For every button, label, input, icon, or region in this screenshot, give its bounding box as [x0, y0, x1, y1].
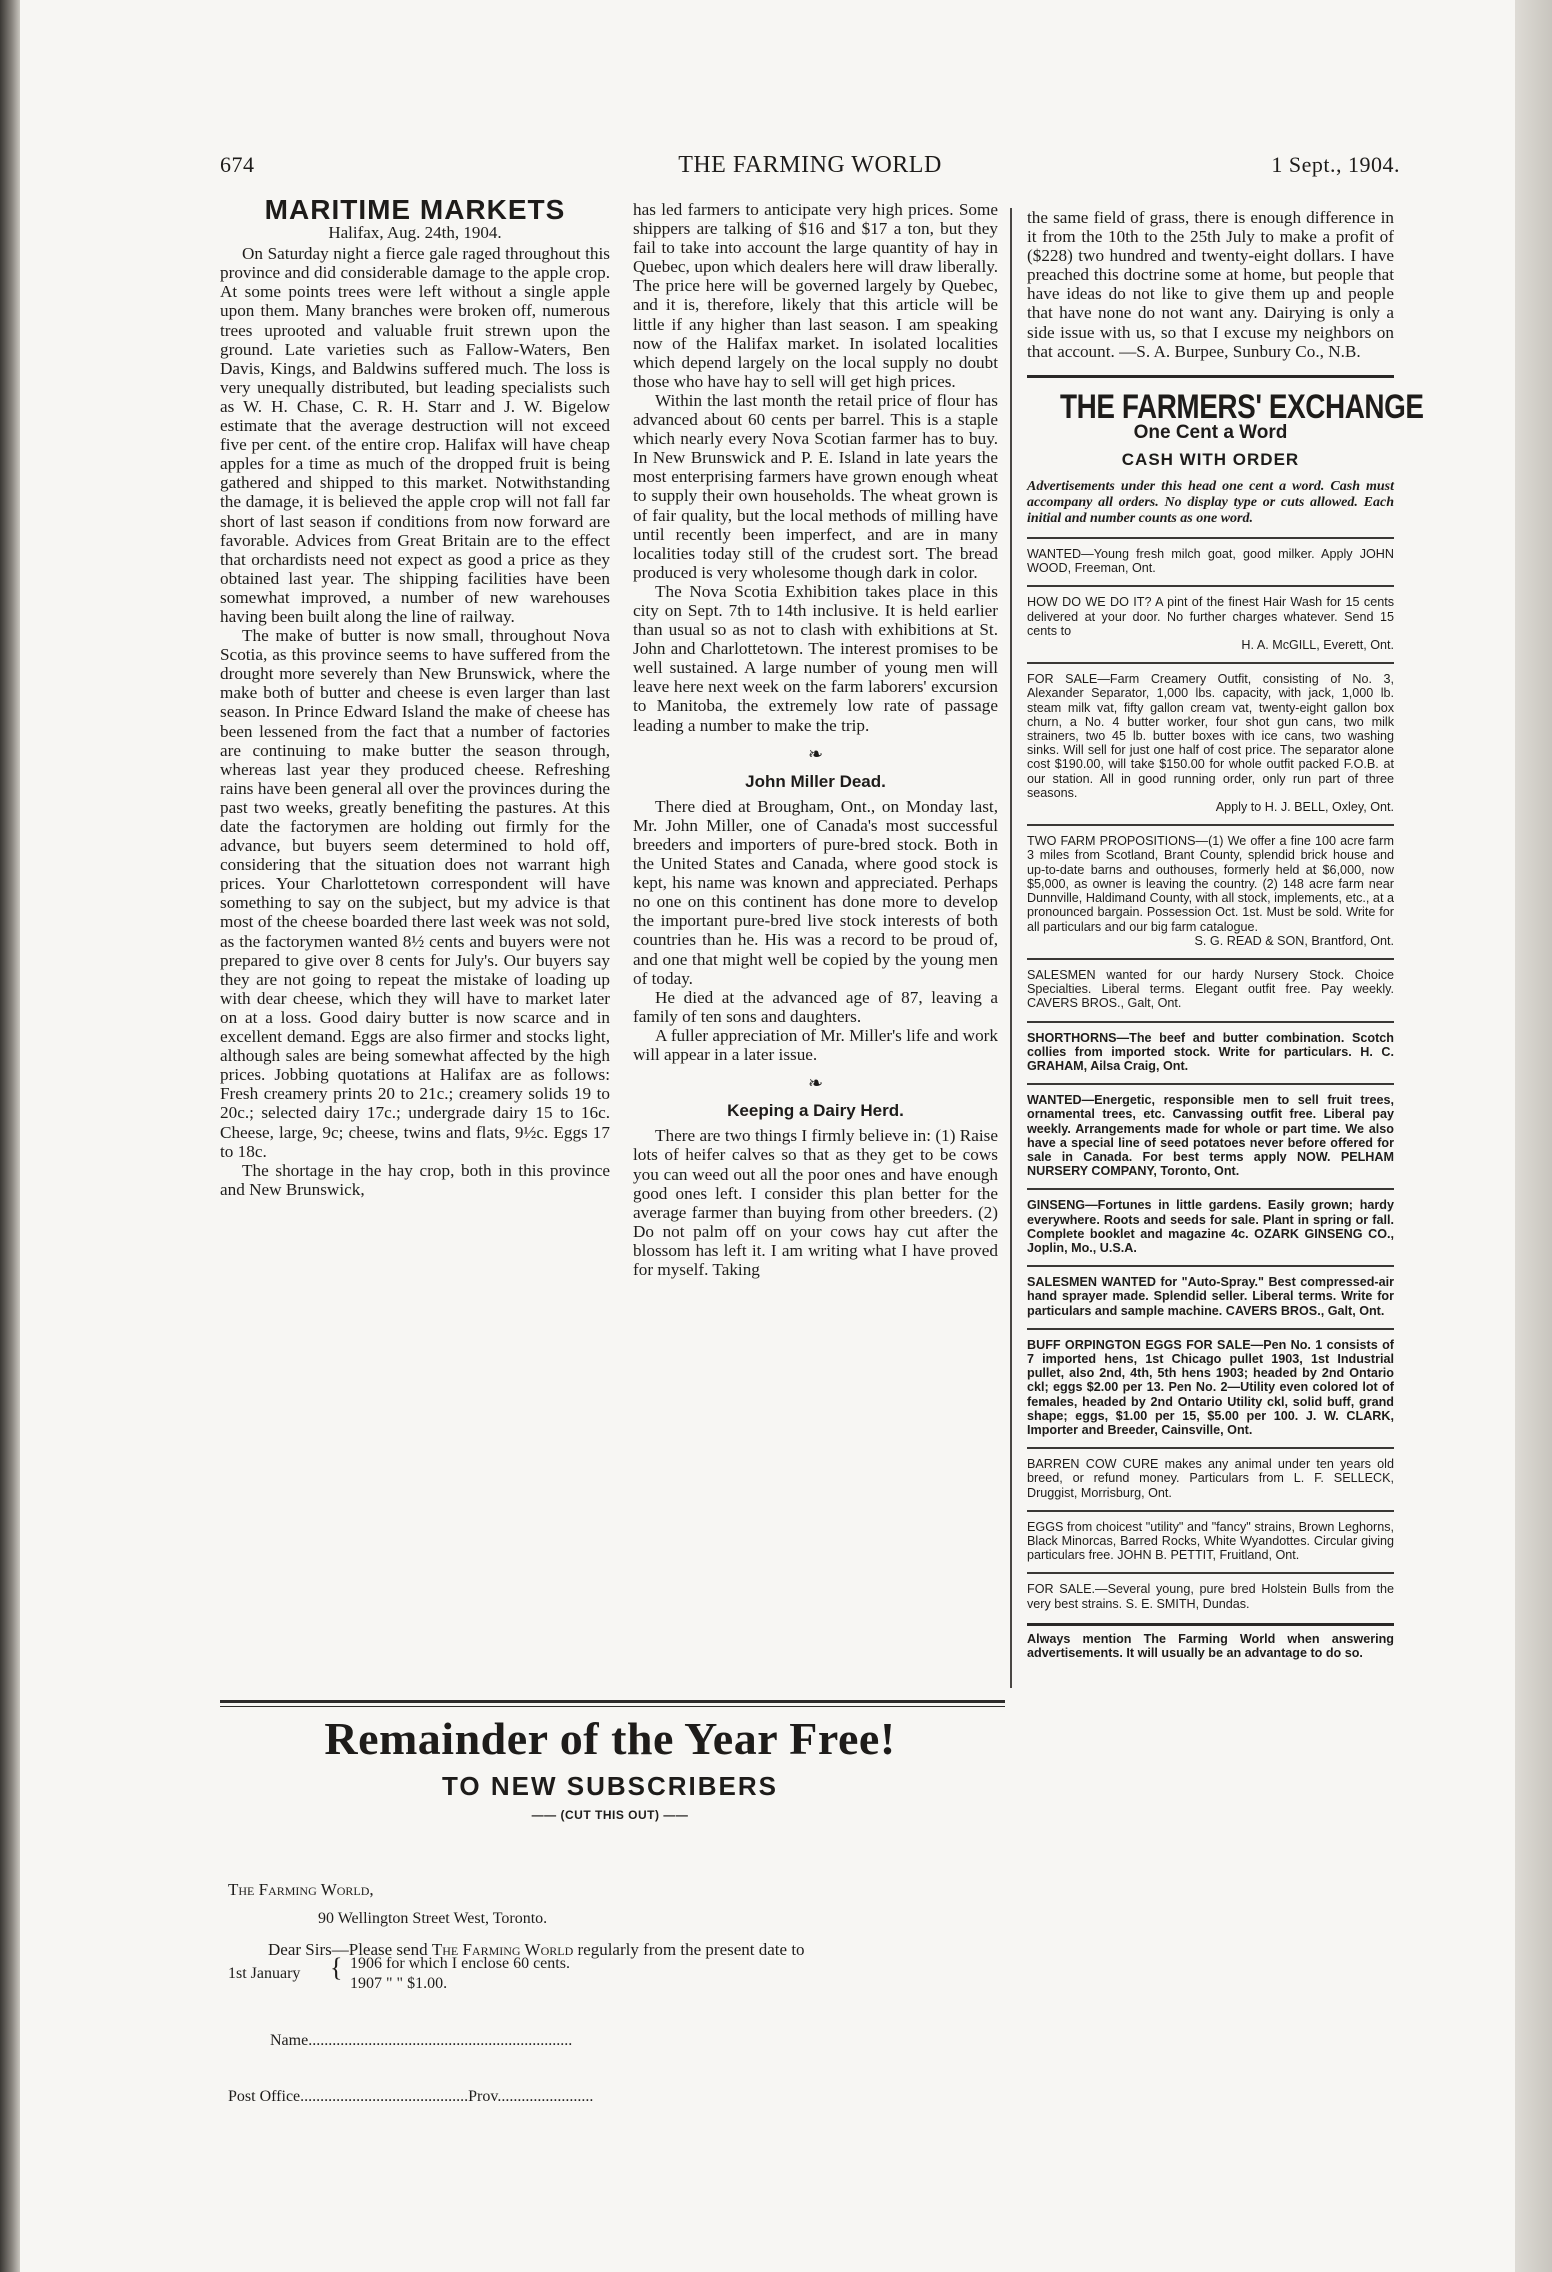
page-edge-shadow	[1515, 0, 1552, 2272]
column-3	[1027, 208, 1424, 1660]
publication-title: THE FARMING WORLD	[678, 152, 942, 178]
page-number: 674	[220, 152, 255, 177]
exchange-note: Advertisements under this head one cent a word. Cash must accompany all orders. No display type or cuts allowed. Each initial and number counts as one word.	[1027, 479, 1394, 527]
classified-ad: SALESMEN WANTED for "Auto-Spray." Best compressed-air hand sprayer made. Splendid seller. Liberal terms. Write for particulars and sample machine. CAVERS BROS., Galt, Ont.	[1027, 1265, 1394, 1318]
dairy-paragraph-2: the same field of grass, there is enough difference in it from the 10th to the 25th July to make a profit of ($228) two hundred and twenty-eight dollars. I have preached this doctrine some at home, but people that have ideas do not like to give them up and people that have none do not want any. Dairying is only a side issue with us, so that I excuse my neighbors on that account. —S. A. Burpee, Sunbury Co., N.B.	[1027, 208, 1394, 361]
exchange-title: THE FARMERS' EXCHANGE	[1060, 387, 1424, 426]
ornament-icon: ❧	[807, 743, 824, 764]
dairy-paragraph-1: There are two things I firmly believe in: (1) Raise lots of heifer calves so that as they get to be cows you can weed out all the poor ones and have enough good ones left. I consider this plan better for the average farmer than buying from other breeders. (2) Do not palm off on your cows hay cut after the blossom has left it. I am writing what I have proved for myself. Taking	[633, 1126, 998, 1279]
dairy-heading: Keeping a Dairy Herd.	[727, 1101, 904, 1121]
classified-ad: FOR SALE—Farm Creamery Outfit, consisting of No. 3, Alexander Separator, 1,000 lbs. capacity, with jack, 1,000 lb. steam milk vat, fifty gallon cream vat, twenty-eight gallon box churn, a No. 4 butter worker, four shot gun cans, two milk strainers, two 45 lb. butter boxes with ice cans, two washing sinks. Will sell for just one half of cost price. The separator alone cost $190.00, will take $150.00 for whole outfit packed F.O.B. at our station. All in good running order, only run part of three seasons. Apply to H. J. BELL, Oxley, Ont.	[1027, 662, 1394, 814]
ornament-icon: ❧	[807, 1073, 824, 1094]
form-address: 90 Wellington Street West, Toronto.	[318, 1910, 548, 1927]
page-binding-shadow	[0, 0, 20, 2272]
classified-ad: BUFF ORPINGTON EGGS FOR SALE—Pen No. 1 consists of 7 imported hens, 1st Chicago pullet 1903, 1st Industrial pullet, also 2nd, 4th, 5th hens 1903; headed by 2nd Ontario ckl; eggs $2.00 per 13. Pen No. 2—Utility even colored lot of females, headed by 2nd Ontario Utility ckl, solid buff, grand shape; eggs, $1.00 per 15, $5.00 per 100. J. W. CLARK, Importer and Breeder, Cainsville, Ont.	[1027, 1328, 1394, 1437]
classified-ad: WANTED—Young fresh milch goat, good milker. Apply JOHN WOOD, Freeman, Ont.	[1027, 537, 1394, 575]
classified-ad: WANTED—Energetic, responsible men to sell fruit trees, ornamental trees, etc. Canvassing outfit free. Liberal pay weekly. Arrangements made for whole or part time. We also have a special line of seed potatoes never before offered for sale in Canada. For best terms apply NOW. PELHAM NURSERY COMPANY, Toronto, Ont.	[1027, 1083, 1394, 1178]
form-addressee: The Farming World,	[228, 1880, 374, 1899]
exchange-cash-with-order: CASH WITH ORDER	[1121, 449, 1300, 469]
running-header	[220, 152, 1400, 182]
subscription-promo	[220, 1712, 1000, 1822]
form-option-1906[interactable]: 1906 for which I enclose 60 cents.	[350, 1955, 570, 1972]
classified-ad: HOW DO WE DO IT? A pint of the finest Hair Wash for 15 cents delivered at your door. No further charges whatever. Send 15 cents to H. A. McGILL, Everett, Ont.	[1027, 585, 1394, 652]
maritime-paragraph-1: On Saturday night a fierce gale raged throughout this province and did considerable damage to the apple crop. At some points trees were left without a single apple upon them. Many branches were broken off, numerous trees uprooted and valuable fruit strewn upon the ground. Late varieties such as Fallow-Waters, Ben Davis, Kings, and Baldwins suffered much. The loss is very unequally distributed, but leading specialists such as W. H. Chase, C. R. H. Starr and J. W. Bigelow estimate that the average destruction will not exceed five per cent. of the entire crop. Halifax will have cheap apples for a time as much of the dropped fruit is being gathered and shipped to this market. Notwithstanding the damage, it is believed the apple crop will not fall far short of last season if conditions from now forward are favorable. Advices from Great Britain are to the effect that orchardists need not expect as good a price as they obtained last year. The shipping facilities have been somewhat improved, a number of new warehouses having been built along the line of railway.	[220, 244, 610, 626]
classified-ad: GINSENG—Fortunes in little gardens. Easily grown; hardy everywhere. Roots and seeds for sale. Plant in spring or fall. Complete booklet and magazine 4c. OZARK GINSENG CO., Joplin, Mo., U.S.A.	[1027, 1188, 1394, 1255]
farmers-exchange	[1027, 375, 1424, 1660]
maritime-paragraph-5: Within the last month the retail price of flour has advanced about 60 cents per barrel. This is a staple which nearly every Nova Scotian farmer has to buy. In New Brunswick and P. E. Island in late years the most enterprising farmers have grown enough wheat to supply their own households. The wheat grown is of fair quality, but the local methods of milling have until recently been imperfect, and are in many localities today still of the crudest sort. The bread produced is very wholesome though dark in color.	[633, 390, 998, 582]
form-option-1907[interactable]: 1907 " " $1.00.	[350, 1975, 448, 1992]
classified-ad: SHORTHORNS—The beef and butter combination. Scotch collies from imported stock. Write for particulars. H. C. GRAHAM, Ailsa Craig, Ont.	[1027, 1021, 1394, 1074]
always-mention-notice: Always mention The Farming World when answering advertisements. It will usually be an advantage to do so.	[1027, 1623, 1394, 1660]
column-1	[220, 194, 610, 1199]
maritime-paragraph-6: The Nova Scotia Exhibition takes place in this city on Sept. 7th to 14th inclusive. It is held earlier than usual so as not to clash with exhibitions at St. John and Charlottetown. The interest promises to be well sustained. A large number of young men will leave here next week on the farm laborers' excursion to Manitoba, the extremely low rate of passage leading a number to make the trip.	[633, 581, 998, 735]
promo-title: Remainder of the Year Free!	[324, 1713, 896, 1764]
column-rule	[1010, 208, 1012, 1688]
form-salutation: Dear Sirs—Please send The Farming World regularly from the present date to	[268, 1940, 805, 1959]
miller-paragraph-3: A fuller appreciation of Mr. Miller's life and work will appear in a later issue.	[633, 1025, 998, 1065]
form-name-field[interactable]: Name..................................................................	[270, 2032, 573, 2049]
column-2	[633, 200, 998, 1279]
classified-ad: TWO FARM PROPOSITIONS—(1) We offer a fine 100 acre farm 3 miles from Scotland, Brant County, splendid brick house and up-to-date barns and outhouses, formerly held at $6,000, now $5,000, as owner is leaving the country. (2) 148 acre farm near Dunnville, Haldimand County, with all stock, implements, etc., at a pronounced bargain. Possession Oct. 1st. Must be sold. Write for all particulars and our big farm catalogue. S. G. READ & SON, Brantford, Ont.	[1027, 824, 1394, 948]
classified-ad: EGGS from choicest "utility" and "fancy" strains, Brown Leghorns, Black Minorcas, Barred Rocks, White Wyandottes. Circular giving particulars free. JOHN B. PETTIT, Fruitland, Ont.	[1027, 1510, 1394, 1563]
miller-paragraph-2: He died at the advanced age of 87, leaving a family of ten sons and daughters.	[633, 987, 998, 1026]
maritime-paragraph-4: has led farmers to anticipate very high prices. Some shippers are talking of $16 and $17 a ton, but they fail to take into account the large quantity of hay in Quebec, upon which dealers here will draw liberally. The price here will be governed largely by Quebec, and it is, therefore, likely that this article will be little if any higher than last season. I am speaking now of the Halifax market. In isolated localities which depend largely on the local supply no doubt those who have hay to sell will get high prices.	[633, 200, 998, 391]
form-brace: {	[330, 1953, 343, 1982]
classified-ad: BARREN COW CURE makes any animal under ten years old breed, or refund money. Particulars from L. F. SELLECK, Druggist, Morrisburg, Ont.	[1027, 1447, 1394, 1500]
cut-this-out-label: —— (CUT THIS OUT) ——	[531, 1808, 689, 1822]
promo-top-rule-thin	[220, 1706, 1005, 1707]
form-first-january-label: 1st January	[228, 1965, 301, 1982]
classified-ad: SALESMEN wanted for our hardy Nursery Stock. Choice Specialties. Liberal terms. Elegant outfit free. Pay weekly. CAVERS BROS., Galt, Ont.	[1027, 958, 1394, 1011]
maritime-paragraph-3: The shortage in the hay crop, both in this province and New Brunswick,	[220, 1160, 610, 1199]
miller-heading: John Miller Dead.	[745, 771, 886, 791]
promo-subtitle: TO NEW SUBSCRIBERS	[442, 1771, 778, 1801]
form-post-office-field[interactable]: Post Office..........................................Prov........................	[228, 2088, 594, 2105]
promo-top-rule	[220, 1700, 1005, 1703]
maritime-dateline: Halifax, Aug. 24th, 1904.	[328, 223, 502, 243]
classified-ad: FOR SALE.—Several young, pure bred Holstein Bulls from the very best strains. S. E. SMITH, Dundas.	[1027, 1572, 1394, 1610]
maritime-paragraph-2: The make of butter is now small, throughout Nova Scotia, as this province seems to have suffered from the drought more severely than New Brunswick, where the make both of butter and cheese is even larger than last season. In Prince Edward Island the make of cheese has been lessened from the fact that a number of factories are continuing to make butter the season through, whereas last year they produced cheese. Refreshing rains have been general all over the provinces during the past two weeks, greatly benefiting the pastures. At this date the factorymen are holding out firmly for the advance, but buyers seem determined to hold off, considering that the situation does not warrant high prices. Your Charlottetown correspondent will have something to say on the subject, but my advice is that most of the cheese boarded there last week was not sold, as the factorymen wanted 8½ cents and buyers were not prepared to give over 8 cents for July's. Our buyers say they are not going to repeat the mistake of loading up with dear cheese, which they will have to market later on at a loss. Good dairy butter is now scarce and in excellent demand. Eggs are also firmer and stocks light, although sales are being somewhat affected by the high prices. Jobbing quotations at Halifax are as follows: Fresh creamery prints 20 to 21c.; creamery solids 19 to 20c.; selected dairy 17c.; undergrade dairy 15 to 16c. Cheese, large, 9c; cheese, twins and flats, 9½c. Eggs 17 to 18c.	[220, 626, 610, 1161]
issue-date: 1 Sept., 1904.	[1271, 152, 1400, 177]
miller-paragraph-1: There died at Brougham, Ont., on Monday last, Mr. John Miller, one of Canada's most successful breeders and importers of pure-bred stock. Both in the United States and Canada, where good stock is kept, his name was known and appreciated. Perhaps no one on this continent has done more to develop the important pure-bred live stock interests of both countries than he. His was a record to be proud of, and one that might well be copied by the young men of today.	[633, 796, 998, 988]
maritime-markets-heading: MARITIME MARKETS	[264, 194, 566, 225]
exchange-subtitle: One Cent a Word	[1133, 421, 1288, 443]
